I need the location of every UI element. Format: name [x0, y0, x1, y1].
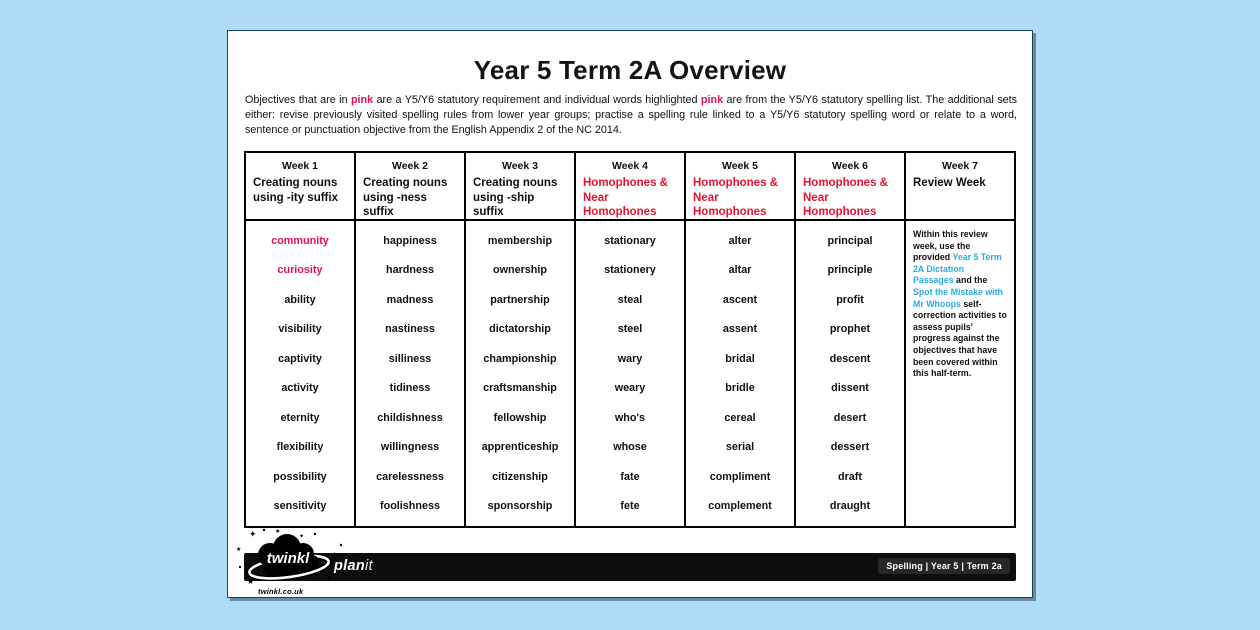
- spelling-word: bridal: [725, 352, 755, 365]
- intro-text-segment: are from the Y5/Y6 statutory spelling list. The additional sets either: revise previously visited spelling rules from lower year groups; practise a spelling rule linked to a Y5/Y6 statutory spelling word or relate to a word, sentence or punctuation objective from the English Appendix 2 of the NC 2014.: [245, 94, 1017, 137]
- week-header: [246, 153, 354, 221]
- spelling-word: stationery: [604, 264, 656, 277]
- review-resource-link[interactable]: Spot the Mistake with Mr Whoops: [913, 287, 1003, 309]
- svg-text:✦: ✦: [326, 575, 332, 583]
- week-label: Week 3: [502, 160, 538, 172]
- svg-text:✦: ✦: [249, 530, 257, 540]
- week-column-6: [796, 153, 906, 526]
- spelling-word: prophet: [829, 323, 871, 336]
- week-header: [466, 153, 574, 221]
- review-resource-link[interactable]: Year 5 Term 2A Dictation Passages: [913, 252, 1002, 286]
- week-topic: Creating nouns using -ship suffix: [473, 177, 558, 219]
- review-text-segment: self- correction activities to assess pupils' progress against the objectives that have been covered within this half-term.: [913, 298, 1007, 379]
- spelling-word: craftsmanship: [483, 382, 557, 395]
- spelling-word: steal: [617, 293, 643, 306]
- spelling-word: curiosity: [277, 264, 323, 277]
- spelling-word-list: [466, 221, 574, 526]
- spelling-word: descent: [829, 352, 871, 365]
- spelling-word: possibility: [273, 470, 327, 483]
- spelling-word: sensitivity: [273, 500, 327, 513]
- page-title: Year 5 Term 2A Overview: [473, 55, 787, 85]
- week-header: [576, 153, 684, 221]
- spelling-word: compliment: [709, 470, 771, 483]
- week-topic: Creating nouns using -ity suffix: [253, 177, 338, 204]
- spelling-word: childishness: [377, 411, 443, 424]
- twinkl-wordmark: twinkl: [266, 550, 310, 567]
- svg-text:★: ★: [275, 528, 281, 535]
- week-topic: Homophones & Near Homophones: [693, 177, 778, 219]
- week-column-4: [576, 153, 686, 526]
- spelling-word: stationary: [604, 234, 656, 247]
- week-topic: Homophones & Near Homophones: [583, 177, 668, 219]
- planit-light: it: [365, 558, 373, 574]
- spelling-overview-table: [244, 151, 1016, 528]
- week-label: Week 4: [612, 160, 648, 172]
- spelling-word: serial: [725, 441, 755, 454]
- spelling-word: madness: [386, 293, 434, 306]
- week-column-5: [686, 153, 796, 526]
- svg-text:★: ★: [236, 546, 242, 553]
- pink-keyword: pink: [700, 94, 724, 106]
- twinkl-url: twinkl.co.uk: [258, 587, 304, 596]
- week-header: [686, 153, 794, 221]
- svg-text:✦: ✦: [332, 551, 338, 558]
- spelling-word: hardness: [385, 264, 434, 277]
- spelling-word: willingness: [380, 441, 440, 454]
- spelling-word-list: [576, 221, 684, 526]
- week-label: Week 5: [722, 160, 758, 172]
- spelling-word-list: [246, 221, 354, 526]
- review-week-text: [913, 229, 1007, 380]
- intro-text-segment: Objectives that are in: [245, 94, 351, 106]
- week-column-1: [246, 153, 356, 526]
- spelling-word: ascent: [722, 293, 758, 306]
- week-label: Week 6: [832, 160, 868, 172]
- twinkl-logo: [232, 525, 352, 605]
- spelling-word: community: [271, 234, 329, 247]
- spelling-word: alter: [728, 234, 752, 247]
- pink-keyword: pink: [350, 94, 374, 106]
- spelling-word: principle: [827, 264, 873, 277]
- spelling-word: wary: [617, 352, 643, 365]
- spelling-word: eternity: [280, 411, 320, 424]
- spelling-word: nastiness: [385, 323, 435, 336]
- spelling-word: happiness: [383, 234, 437, 247]
- spelling-word: draught: [829, 500, 871, 513]
- spelling-word: bridle: [725, 382, 755, 395]
- spelling-word: profit: [836, 293, 864, 306]
- week-topic: Review Week: [913, 177, 986, 189]
- spelling-word: assent: [722, 323, 758, 336]
- spelling-word: cereal: [724, 411, 756, 424]
- spelling-word: membership: [487, 234, 553, 247]
- spelling-word: altar: [728, 264, 752, 277]
- spelling-word: ability: [284, 293, 316, 306]
- spelling-word: principal: [827, 234, 873, 247]
- week-header: [356, 153, 464, 221]
- spelling-word-list: [686, 221, 794, 526]
- spelling-word: tidiness: [389, 382, 431, 395]
- spelling-word: citizenship: [492, 470, 548, 483]
- spelling-word: activity: [281, 382, 319, 395]
- spelling-word: partnership: [490, 293, 550, 306]
- svg-text:✦: ✦: [299, 533, 305, 540]
- spelling-word: fate: [620, 470, 640, 483]
- spelling-word-list: [356, 221, 464, 526]
- spelling-word: flexibility: [276, 441, 324, 454]
- week-header: [796, 153, 904, 221]
- spelling-word: steel: [617, 323, 643, 336]
- week-topic: Homophones & Near Homophones: [803, 177, 888, 219]
- review-text-segment: Within this review week, use the provided: [913, 229, 988, 263]
- review-week-cell: [906, 221, 1014, 526]
- svg-text:★: ★: [247, 577, 255, 585]
- spelling-word: weary: [614, 382, 646, 395]
- spelling-word: complement: [708, 500, 772, 513]
- spelling-word: fellowship: [493, 411, 547, 424]
- week-label: Week 2: [392, 160, 428, 172]
- spelling-word: fete: [620, 500, 640, 513]
- spelling-word: dictatorship: [489, 323, 551, 336]
- spelling-word: desert: [833, 411, 867, 424]
- spelling-word: dissent: [831, 382, 869, 395]
- spelling-word: whose: [613, 441, 647, 454]
- week-column-7: [906, 153, 1014, 526]
- spelling-word: foolishness: [380, 500, 440, 513]
- spelling-word-list: [796, 221, 904, 526]
- review-text-segment: and the: [953, 275, 988, 286]
- spelling-word: sponsorship: [487, 500, 553, 513]
- spelling-word: captivity: [278, 352, 322, 365]
- week-column-2: [356, 153, 466, 526]
- planit-bold: plan: [334, 558, 366, 574]
- twinkl-logo-icon: [232, 525, 352, 585]
- week-topic: Creating nouns using -ness suffix: [363, 177, 448, 219]
- spelling-word: draft: [838, 470, 862, 483]
- spelling-word: carelessness: [376, 470, 444, 483]
- spelling-word: championship: [483, 352, 557, 365]
- week-label: Week 1: [282, 160, 318, 172]
- spelling-word: silliness: [388, 352, 432, 365]
- spelling-word: who's: [614, 411, 646, 424]
- week-column-3: [466, 153, 576, 526]
- spelling-word: visibility: [278, 323, 322, 336]
- week-label: Week 7: [942, 160, 978, 172]
- worksheet-page: [227, 30, 1033, 598]
- intro-text-segment: are a Y5/Y6 statutory requirement and individual words highlighted: [373, 94, 701, 106]
- document-reference: Spelling | Year 5 | Term 2a: [878, 558, 1010, 574]
- spelling-word: dessert: [830, 441, 870, 454]
- spelling-word: ownership: [493, 264, 547, 277]
- week-header: [906, 153, 1014, 221]
- intro-paragraph: [245, 93, 1017, 138]
- spelling-word: apprenticeship: [481, 441, 559, 454]
